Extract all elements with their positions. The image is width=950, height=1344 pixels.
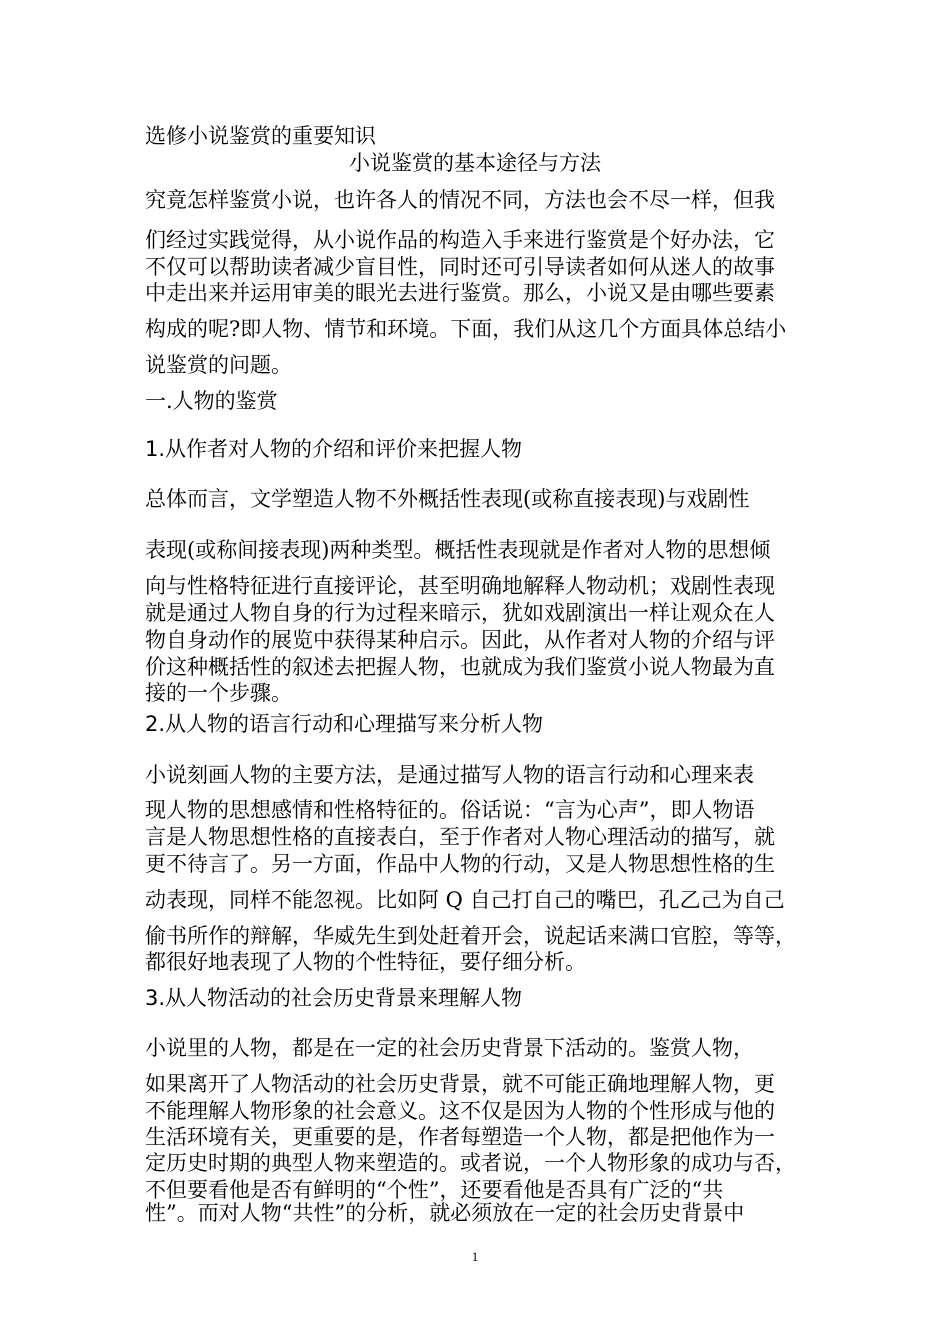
text-line: 偷书所作的辩解，华威先生到处赶着开会，说起话来满口官腔，等等，: [145, 924, 796, 948]
text-line: 小说刻画人物的主要方法，是通过描写人物的语言行动和心理来表: [145, 763, 754, 787]
text-line: 言是人物思想性格的直接表白，至于作者对人物心理活动的描写，就: [145, 825, 775, 849]
text-line: 价这种概括性的叙述去把握人物，也就成为我们鉴赏小说人物最为直: [145, 655, 775, 679]
text-line: 们经过实践觉得，从小说作品的构造入手来进行鉴赏是个好办法，它: [145, 228, 775, 252]
text-line: 现人物的思想感情和性格特征的。俗话说：“言为心声”，即人物语: [145, 798, 755, 822]
text-line: 不仅可以帮助读者减少盲目性，同时还可引导读者如何从迷人的故事: [145, 255, 775, 279]
text-line: 更不待言了。另一方面，作品中人物的行动，又是人物思想性格的生: [145, 852, 775, 876]
text-line: 说鉴赏的问题。: [145, 353, 292, 377]
text-line: 不但要看他是否有鲜明的“个性”，还要看他是否具有广泛的“共: [145, 1178, 724, 1202]
text-line: 总体而言，文学塑造人物不外概括性表现(或称直接表现)与戏剧性: [145, 487, 750, 511]
subtitle: 小说鉴赏的基本途径与方法: [349, 151, 601, 175]
text-line: 就是通过人物自身的行为过程来暗示，犹如戏剧演出一样让观众在人: [145, 601, 775, 625]
section-heading: 一.人物的鉴赏: [145, 389, 278, 413]
subsection-heading-2: 2.从人物的语言行动和心理描写来分析人物: [145, 712, 544, 736]
text-line: 性”。而对人物“共性”的分析，就必须放在一定的社会历史背景中: [145, 1201, 745, 1225]
text-line: 向与性格特征进行直接评论，甚至明确地解释人物动机；戏剧性表现: [145, 574, 775, 598]
text-line: 定历史时期的典型人物来塑造的。或者说，一个人物形象的成功与否，: [145, 1151, 796, 1175]
text-line: 表现(或称间接表现)两种类型。概括性表现就是作者对人物的思想倾: [145, 538, 771, 562]
doc-title: 选修小说鉴赏的重要知识: [145, 124, 376, 148]
text-line: 中走出来并运用审美的眼光去进行鉴赏。那么，小说又是由哪些要素: [145, 281, 775, 305]
text-line: 动表现，同样不能忽视。比如阿 Q 自己打自己的嘴巴，孔乙己为自己: [145, 888, 785, 912]
subsection-heading-3: 3.从人物活动的社会历史背景来理解人物: [145, 986, 523, 1010]
text-line: 物自身动作的展览中获得某种启示。因此，从作者对人物的介绍与评: [145, 628, 775, 652]
text-line: 接的一个步骤。: [145, 681, 292, 705]
text-line: 究竟怎样鉴赏小说，也许各人的情况不同，方法也会不尽一样，但我: [145, 188, 775, 212]
text-line: 构成的呢?即人物、情节和环境。下面，我们从这几个方面具体总结小: [145, 317, 787, 341]
subsection-heading-1: 1.从作者对人物的介绍和评价来把握人物: [145, 437, 523, 461]
text-line: 生活环境有关，更重要的是，作者每塑造一个人物，都是把他作为一: [145, 1125, 775, 1149]
text-line: 都很好地表现了人物的个性特征，要仔细分析。: [145, 950, 586, 974]
page-number: 1: [471, 1249, 479, 1264]
text-line: 不能理解人物形象的社会意义。这不仅是因为人物的个性形成与他的: [145, 1099, 775, 1123]
text-line: 小说里的人物，都是在一定的社会历史背景下活动的。鉴赏人物，: [145, 1036, 754, 1060]
text-line: 如果离开了人物活动的社会历史背景，就不可能正确地理解人物，更: [145, 1072, 775, 1096]
